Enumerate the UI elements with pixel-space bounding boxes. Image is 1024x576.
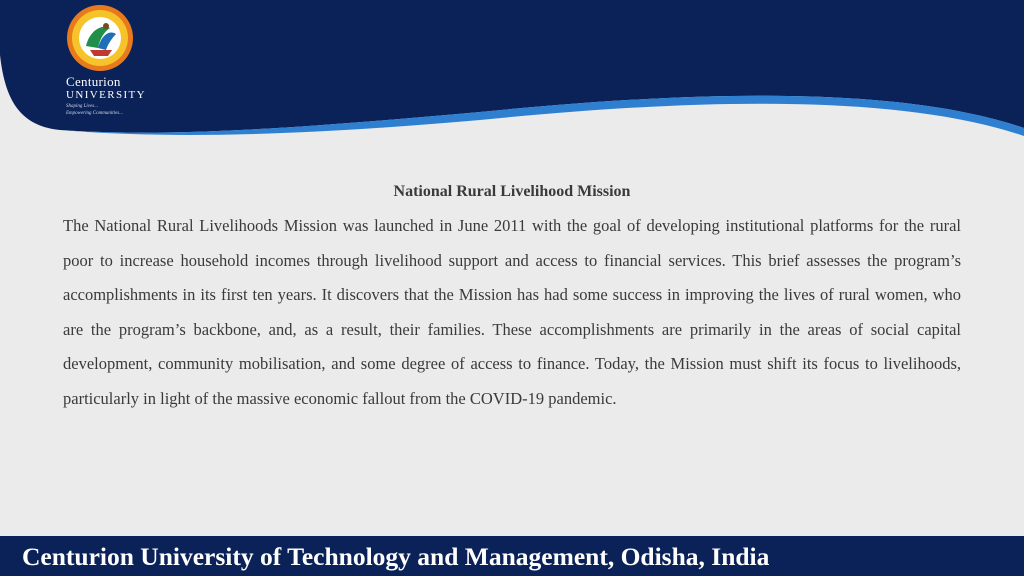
footer-text: Centurion University of Technology and Management, Odisha, India — [22, 542, 770, 571]
header-wave-banner — [0, 0, 1024, 180]
university-logo — [62, 4, 146, 116]
logo-tagline-2: Empowering Communities... — [66, 111, 123, 116]
logo-name: Centurion — [66, 74, 121, 89]
footer-bar — [0, 536, 1024, 576]
body-paragraph: The National Rural Livelihoods Mission was launched in June 2011 with the goal of developing institutional platforms for the rural poor to increase household incomes through livelihood support and access to financial services. This brief assesses the program’s accomplishments in its first ten years. It discovers that the Mission has had some success in improving the lives of rural women, who are the program’s backbone, and, as a result, their families. These accomplishments are primarily in the areas of social capital development, community mobilisation, and some degree of access to finance. Today, the Mission must shift its focus to livelihoods, particularly in light of the massive economic fallout from the COVID-19 pandemic. — [63, 216, 961, 408]
logo-university: UNIVERSITY — [66, 89, 146, 101]
slide-title: National Rural Livelihood Mission — [393, 183, 631, 200]
slide-content — [63, 176, 961, 417]
logo-tagline-1: Shaping Lives... — [66, 104, 98, 109]
emblem-icon — [62, 4, 138, 72]
